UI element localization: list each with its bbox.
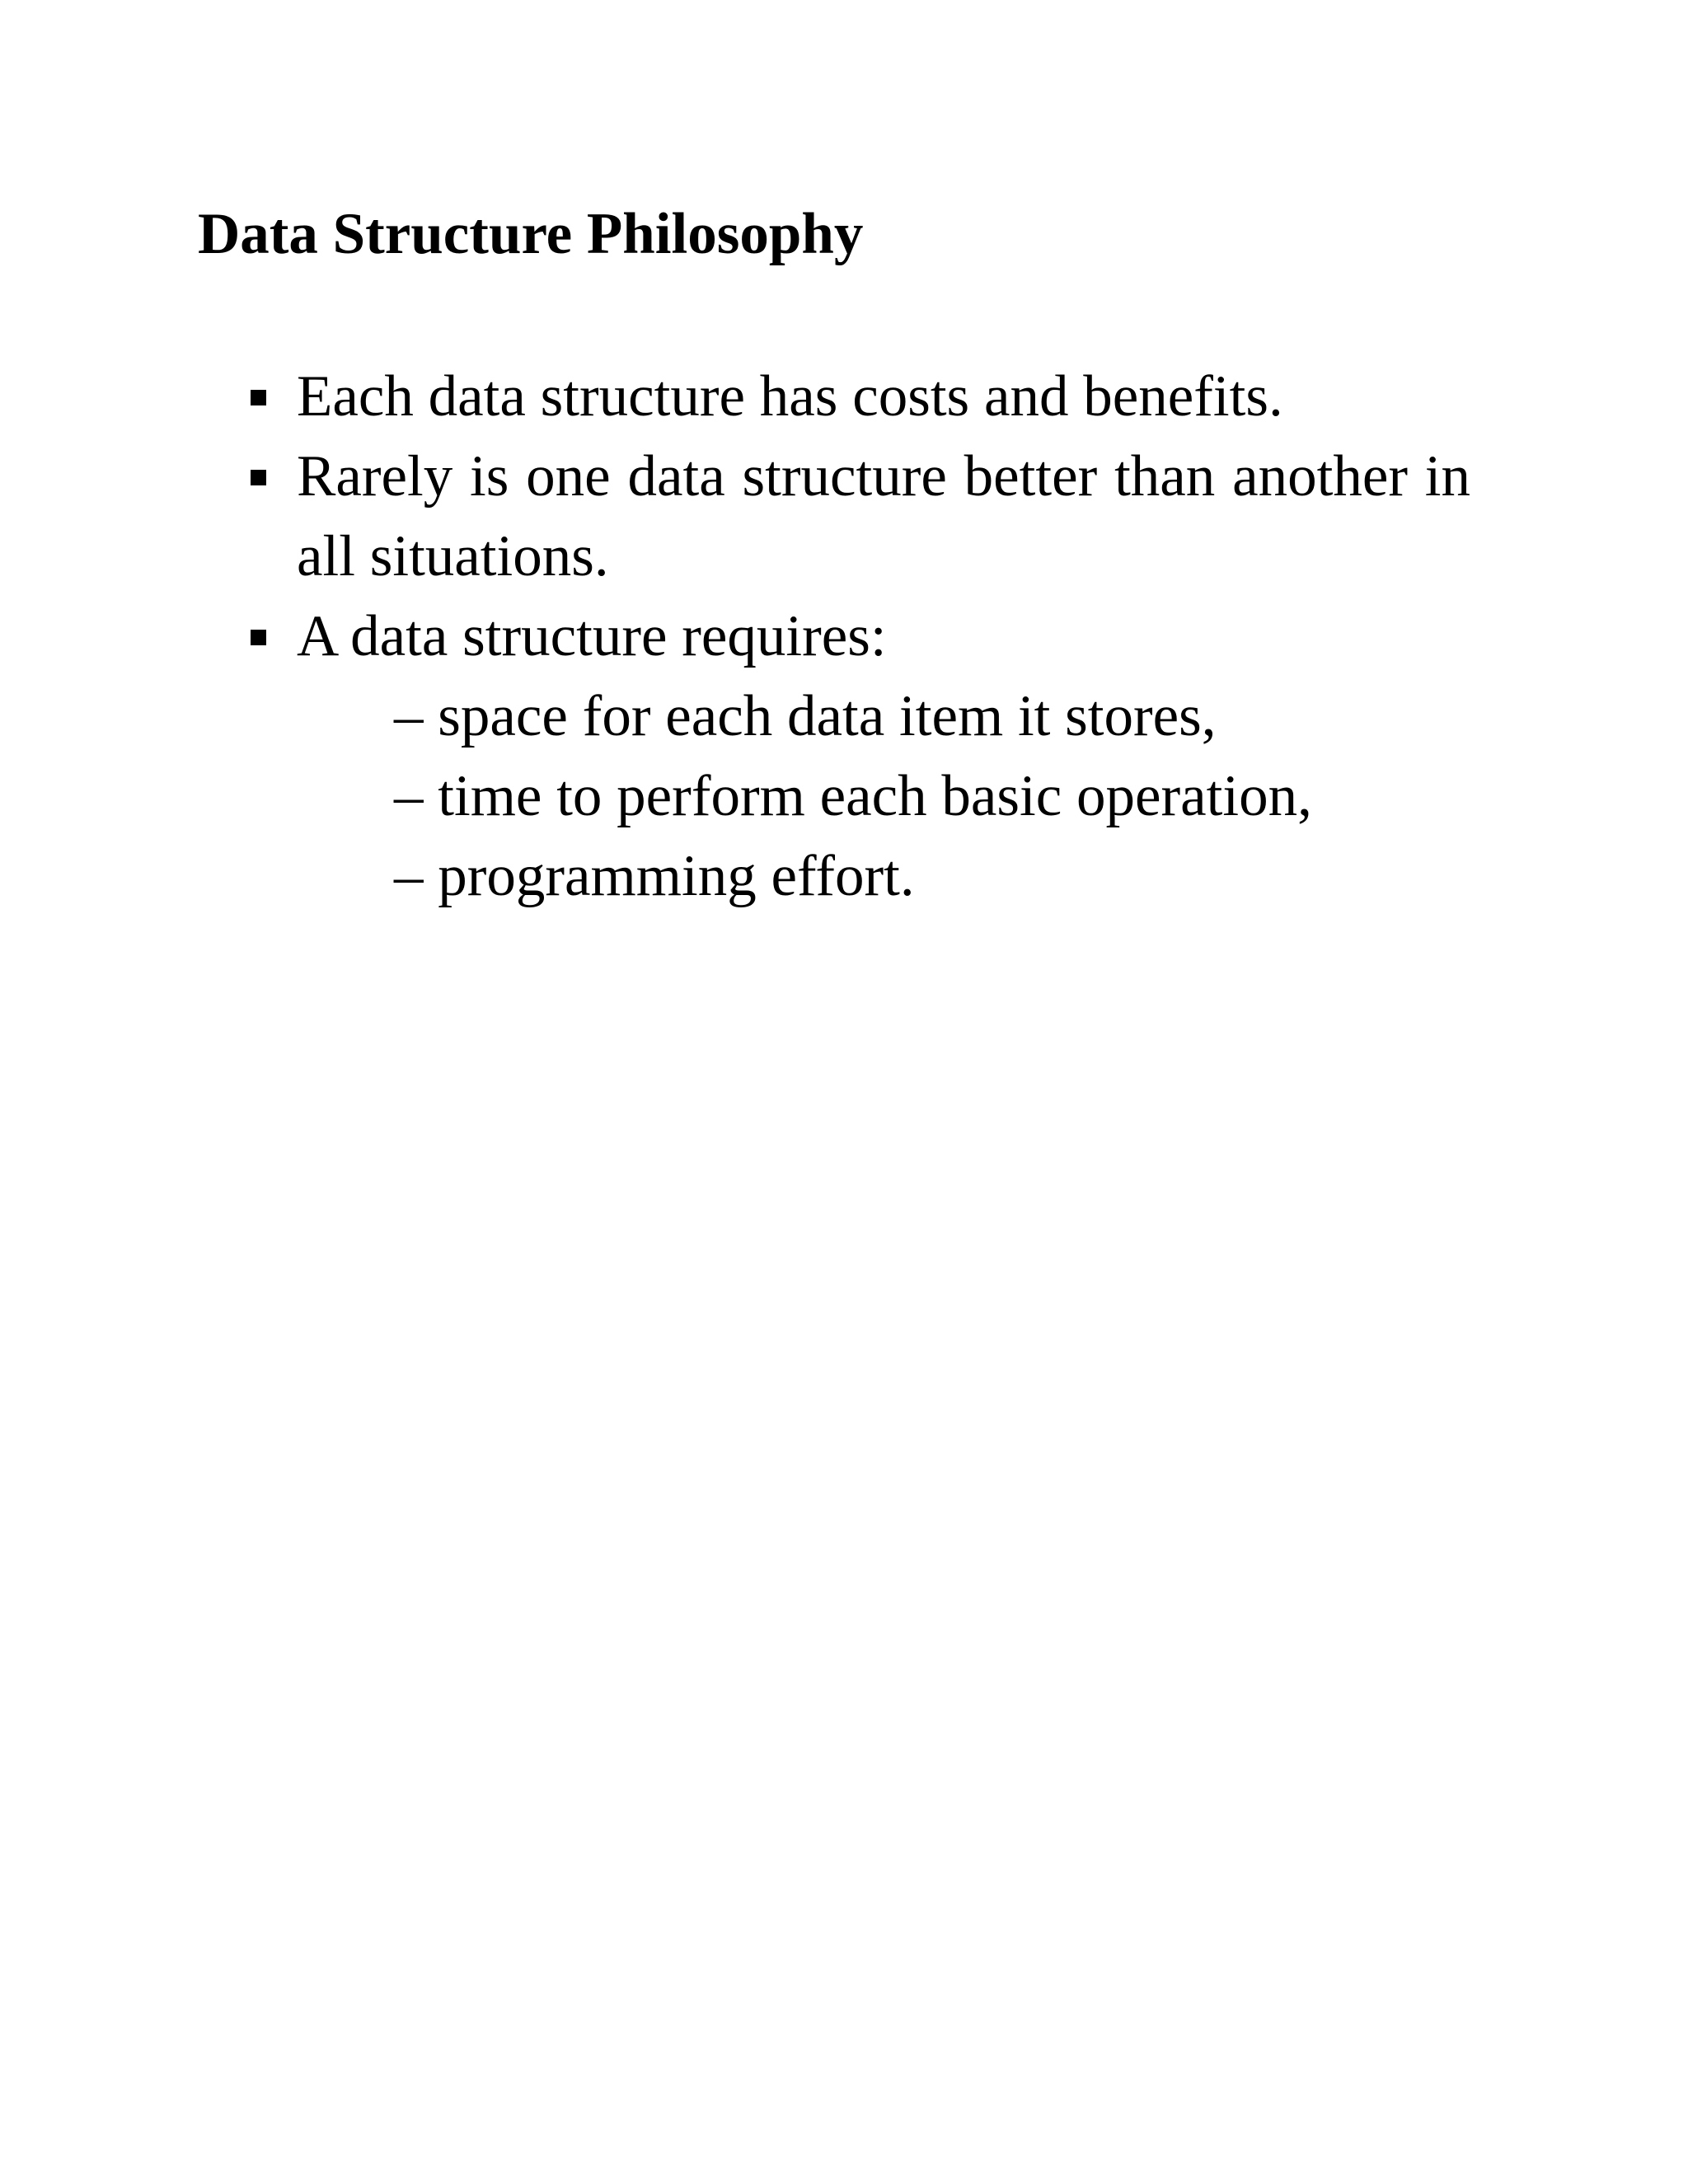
square-bullet-icon xyxy=(251,470,266,485)
square-bullet-icon xyxy=(251,630,266,645)
square-bullet-icon xyxy=(251,390,266,405)
sub-item-list xyxy=(297,677,1470,916)
bullet-text: Each data structure has costs and benefits. xyxy=(297,364,1283,429)
bullet-list xyxy=(247,357,1470,916)
bullet-text: A data structure requires: xyxy=(297,604,887,668)
sub-item: – time to perform each basic operation, xyxy=(394,764,1312,828)
page-title: Data Structure Philosophy xyxy=(198,202,864,266)
bullet-item xyxy=(247,437,1470,597)
sub-item: – programming effort. xyxy=(394,844,915,908)
bullet-item xyxy=(247,357,1470,437)
bullet-text: Rarely is one data structure better than another in all situations. xyxy=(297,444,1470,588)
sub-item: – space for each data item it stores, xyxy=(394,684,1217,748)
bullet-item xyxy=(247,597,1470,916)
